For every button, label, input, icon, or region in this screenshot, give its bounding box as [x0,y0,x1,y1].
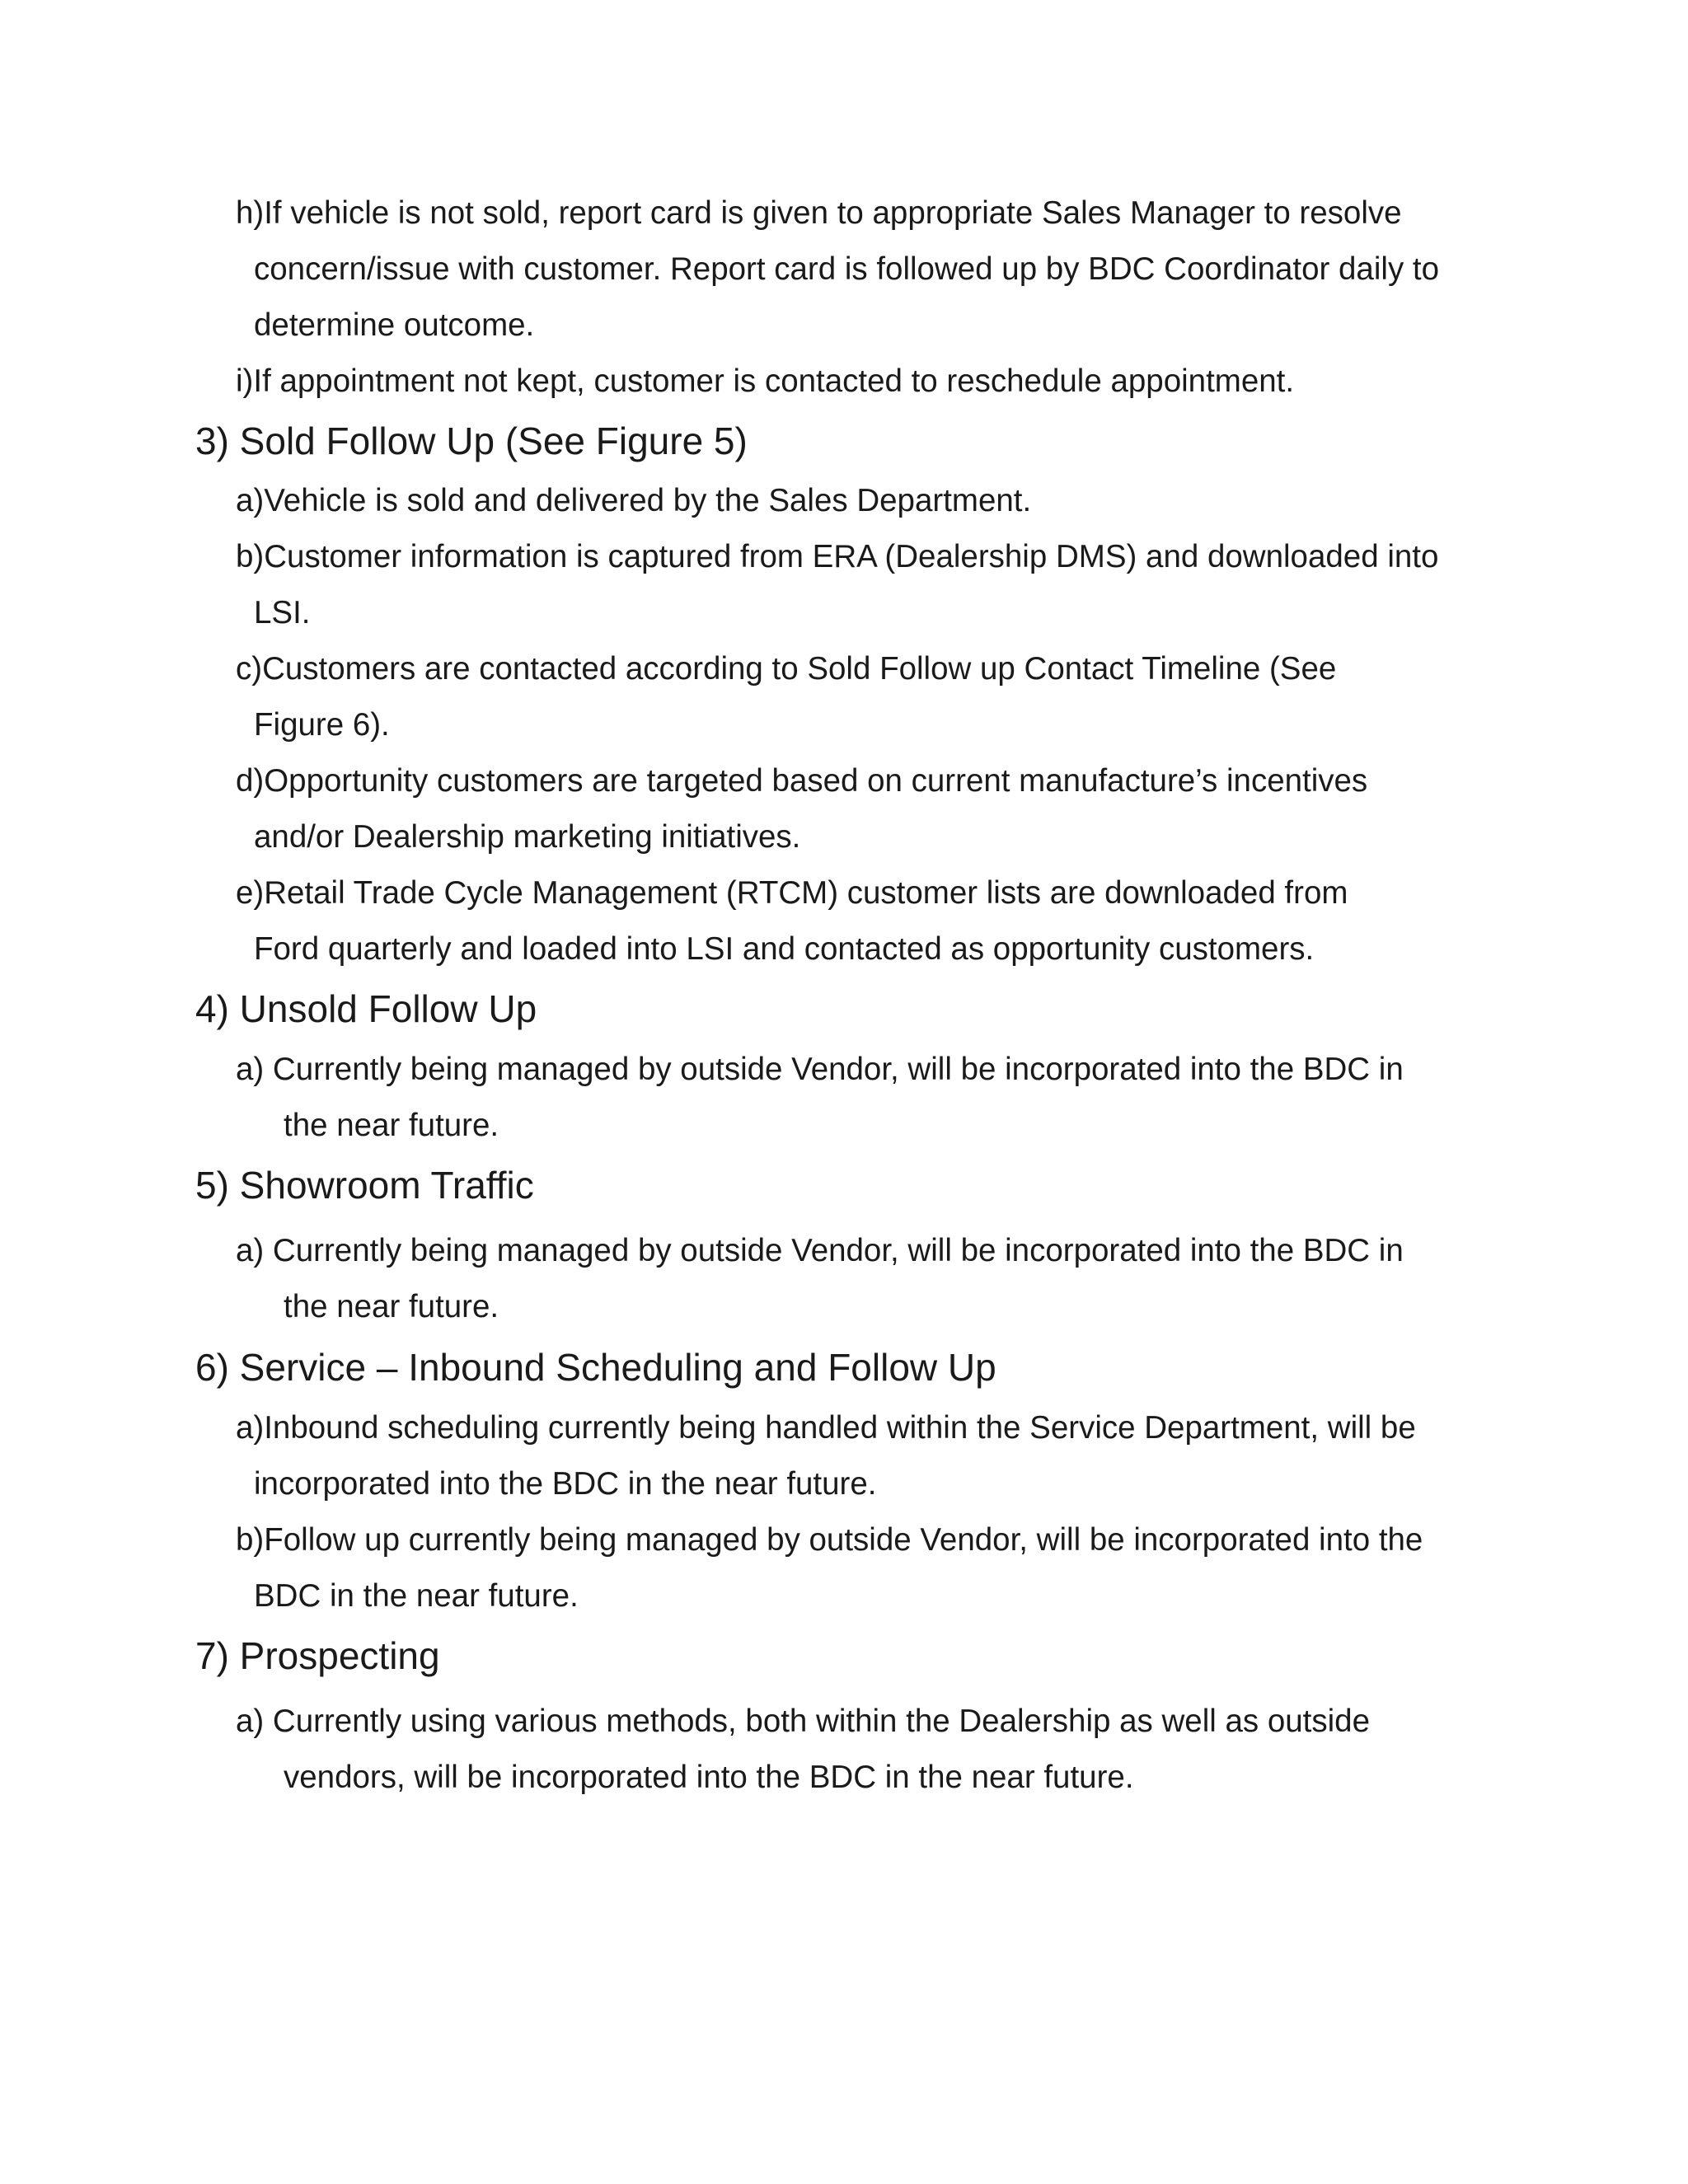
sold-item-d-line-2: and/or Dealership marketing initiatives. [254,819,801,855]
unsold-item-a-line-2: the near future. [284,1108,499,1143]
item-h-line-1: h)If vehicle is not sold, report card is given to appropriate Sales Manager to resolve [236,195,1402,231]
showroom-item-a-line-2: the near future. [284,1289,499,1324]
sold-item-e-line-2: Ford quarterly and loaded into LSI and contacted as opportunity customers. [254,931,1315,967]
service-item-b-line-2: BDC in the near future. [254,1578,579,1614]
unsold-item-a-line-1: a) Currently being managed by outside Vendor, will be incorporated into the BDC in [236,1052,1404,1087]
prospecting-item-a-line-1: a) Currently using various methods, both within the Dealership as well as outside [236,1704,1370,1739]
section-heading-showroom-traffic: 5) Showroom Traffic [195,1164,534,1207]
item-i-line-1: i)If appointment not kept, customer is contacted to reschedule appointment. [236,363,1295,399]
showroom-item-a-line-1: a) Currently being managed by outside Vendor, will be incorporated into the BDC in [236,1233,1404,1268]
section-heading-unsold-follow-up: 4) Unsold Follow Up [195,987,537,1030]
sold-item-c-line-1: c)Customers are contacted according to Sold Follow up Contact Timeline (See [236,651,1337,687]
sold-item-e-line-1: e)Retail Trade Cycle Management (RTCM) customer lists are downloaded from [236,875,1348,911]
sold-item-c-line-2: Figure 6). [254,707,390,743]
section-heading-prospecting: 7) Prospecting [195,1634,440,1677]
section-heading-service: 6) Service – Inbound Scheduling and Follow Up [195,1346,996,1389]
service-item-a-line-1: a)Inbound scheduling currently being handled within the Service Department, will be [236,1410,1416,1446]
item-h-line-2: concern/issue with customer. Report card is followed up by BDC Coordinator daily to [254,251,1439,287]
service-item-a-line-2: incorporated into the BDC in the near future. [254,1466,877,1502]
service-item-b-line-1: b)Follow up currently being managed by outside Vendor, will be incorporated into the [236,1522,1423,1558]
section-heading-sold-follow-up: 3) Sold Follow Up (See Figure 5) [195,419,748,462]
prospecting-item-a-line-2: vendors, will be incorporated into the BDC in the near future. [284,1760,1134,1795]
sold-item-d-line-1: d)Opportunity customers are targeted based on current manufacture’s incentives [236,763,1368,799]
sold-item-b-line-1: b)Customer information is captured from ERA (Dealership DMS) and downloaded into [236,539,1439,574]
item-h-line-3: determine outcome. [254,307,535,343]
sold-item-b-line-2: LSI. [254,595,311,630]
sold-item-a-line-1: a)Vehicle is sold and delivered by the Sales Department. [236,483,1032,518]
